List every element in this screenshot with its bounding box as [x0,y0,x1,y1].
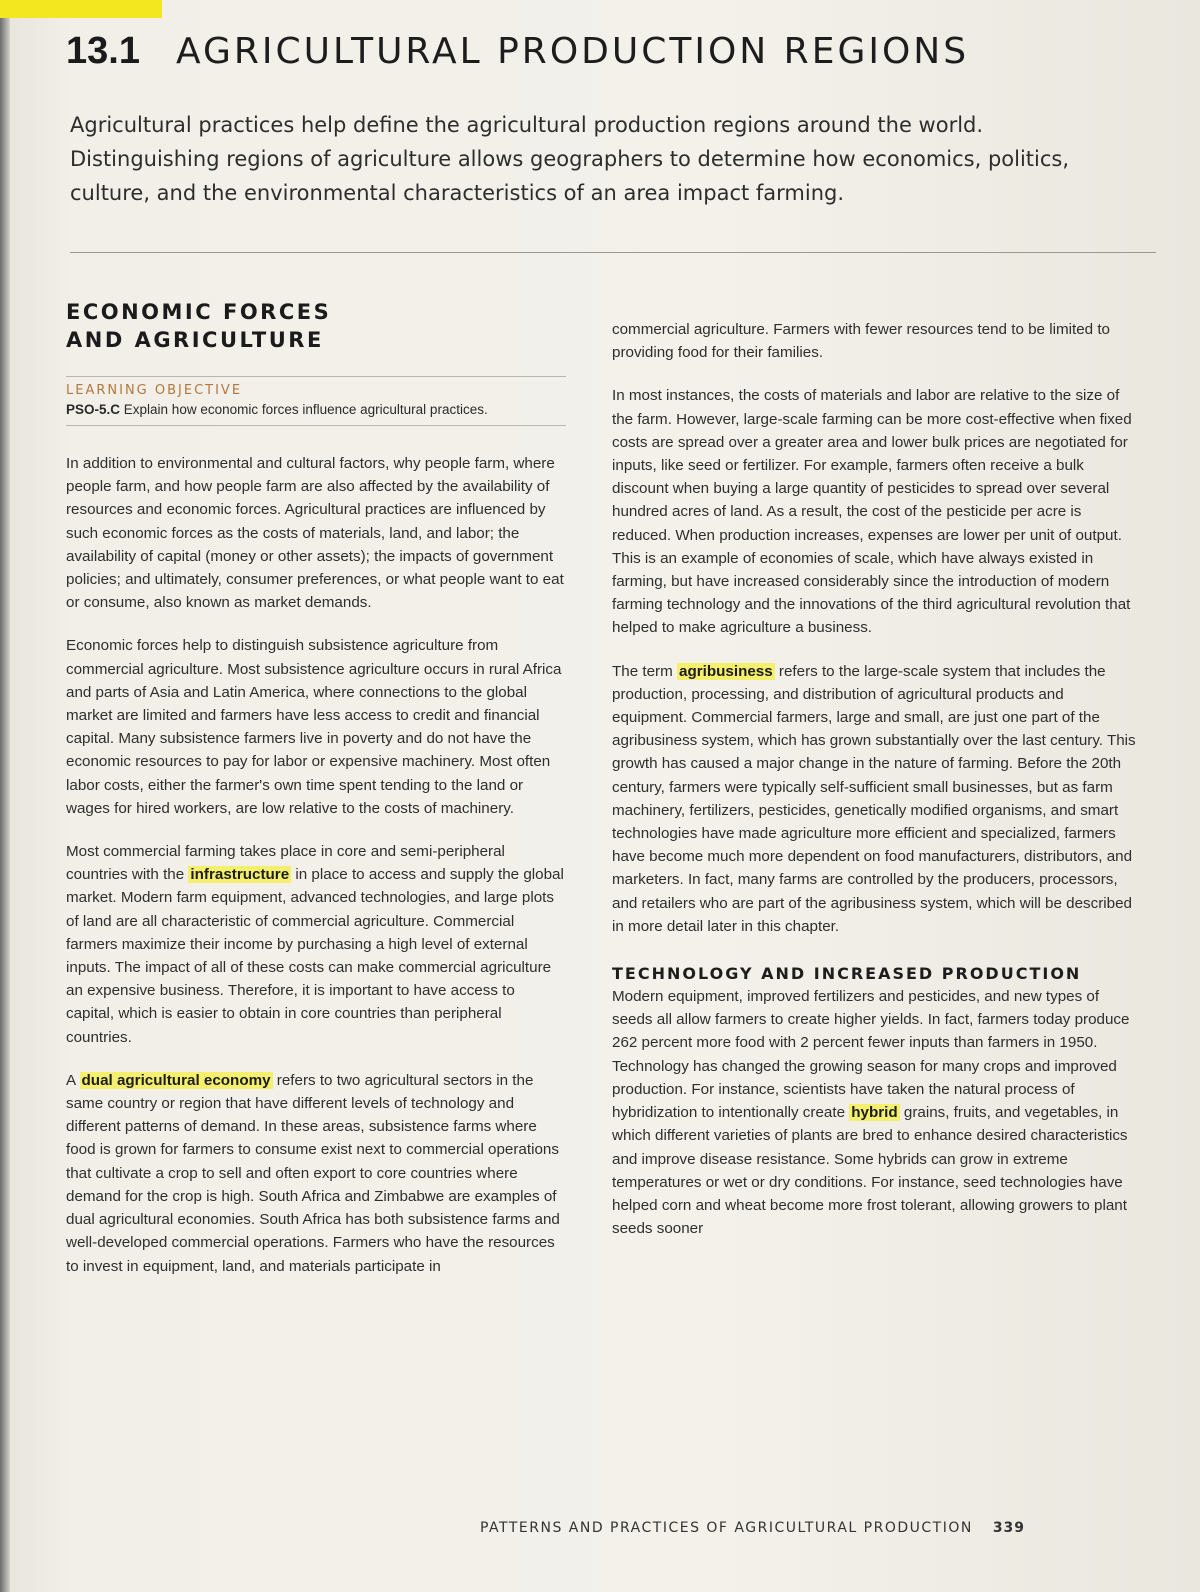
learning-objective-label: LEARNING OBJECTIVE [66,383,243,398]
paragraph [612,660,1142,938]
left-column [66,298,566,1298]
key-term-agribusiness: agribusiness [679,662,773,680]
paragraph: In addition to environmental and cultural factors, why people farm, where people farm, and how people farm are also affected by the availability of resources and economic forces. Agricultural practices are influenced by such economic forces as the costs of materials, land, and labor; the availability of capital (money or other assets); the impacts of government policies; and ultimately, consumer preferences, or what people want to eat or consume, also known as market demands. [66,455,564,612]
running-title: PATTERNS AND PRACTICES OF AGRICULTURAL PRODUCTION [480,1520,973,1536]
paragraph-text: Modern equipment, improved fertilizers and pesticides, and new types of seeds all allow farmers to create higher yields. In fact, farmers today produce 262 percent more food with 2 percent fewer inputs than farmers in 1950. Technology has changed the growing season for many crops and improved production. For instance, scientists have taken the natural process of hybridization to intentionally create [612,988,1130,1122]
learning-objective-code: PSO-5.C [66,402,121,417]
section-intro [70,108,1110,210]
paragraph: commercial agriculture. Farmers with fewer resources tend to be limited to providing food for their families. [612,321,1110,362]
key-term-dual-agricultural-economy: dual agricultural economy [81,1071,271,1089]
paragraph [66,1069,566,1278]
section-number: 13.1 [66,30,140,72]
key-term-infrastructure: infrastructure [190,866,290,884]
paragraph [66,840,566,1049]
page-binding-shadow [0,0,10,1592]
subsection-heading: TECHNOLOGY AND INCREASED PRODUCTION [612,964,1082,984]
learning-objective-statement: Explain how economic forces influence agricultural practices. [123,402,488,417]
yellow-tab-marker [0,0,162,18]
paragraph: Economic forces help to distinguish subsistence agriculture from commercial agriculture. Most subsistence agriculture occurs in rural Africa and parts of Asia and Latin America, where connections to the global market are limited and farmers have less access to credit and financial capital. Many subsistence farmers live in poverty and do not have the economic resources to pay for labor or expensive machinery. Most often labor costs, either the farmer's own time spent tending to the land or wages for hired workers, are low relative to the costs of machinery. [66,637,562,817]
divider-rule [70,252,1156,253]
paragraph-text: A [66,1071,80,1089]
paragraph-text: refers to the large-scale system that includes the production, processing, and distribution of agricultural products and equipment. Commercial farmers, large and small, are just one part of the agribusiness system, which has grown substantially over the last century. This growth has caused a major change in the nature of farming. Before the 20th century, farmers were typically self-sufficient small businesses, but as farm machinery, fertilizers, pesticides, genetically modified organisms, and smart technologies have made agriculture more efficient and specialized, farmers have become much more dependent on food manufacturers, distributors, and marketers. In fact, many farms are controlled by the producers, processors, and retailers who are part of the agribusiness system, which will be described in more detail later in this chapter. [612,662,1136,935]
section-heading-line1: ECONOMIC FORCES [66,300,332,324]
intro-text: Agricultural practices help define the agricultural production regions around the world. Distinguishing regions of agriculture allows geographers to determine how economics, politics, culture, and the environmental characteristics of an area impact farming. [70,113,1070,205]
learning-objective-text [66,402,566,417]
paragraph-text: The term [612,662,677,680]
paragraph: In most instances, the costs of materials and labor are relative to the size of the farm. However, large-scale farming can be more cost-effective when fixed costs are spread over a greater area and lower bulk prices are negotiated for inputs, like seed or fertilizer. For example, farmers often receive a bulk discount when buying a large quantity of pesticides to spread over several hundred acres of land. As a result, the cost of the pesticide per acre is reduced. When production increases, expenses are lower per unit of output. This is an example of economies of scale, which have always existed in farming, but have increased considerably since the introduction of modern farming technology and the innovations of the third agricultural revolution that helped to make agriculture a business. [612,387,1132,637]
page-footer [480,1520,1140,1536]
paragraph [612,985,1142,1240]
page-number: 339 [992,1520,1026,1536]
paragraph-text: refers to two agricultural sectors in the same country or region that have different levels of technology and different patterns of demand. In these areas, subsistence farms where food is grown for farmers to consume exist next to commercial operations that cultivate a crop to sell and often export to core countries where demand for the crop is high. South Africa and Zimbabwe are examples of dual agricultural economies. South Africa has both subsistence farms and well-developed commercial operations. Farmers who have the resources to invest in equipment, land, and materials participate in [66,1071,560,1275]
section-heading-line2: AND AGRICULTURE [66,328,324,352]
learning-objective-box [66,376,566,426]
section-heading [66,298,566,354]
right-column [612,318,1142,1260]
section-header [66,30,1126,73]
paragraph-text: grains, fruits, and vegetables, in which different varieties of plants are bred to enhance desired characteristics and improve disease resistance. Some hybrids can grow in extreme temperatures or wet or dry conditions. For instance, seed technologies have helped corn and wheat become more frost tolerant, allowing growers to plant seeds sooner [612,1104,1128,1238]
paragraph-text: Most commercial farming takes place in core and semi-peripheral countries with the [66,843,505,884]
section-title: AGRICULTURAL PRODUCTION REGIONS [175,31,970,72]
key-term-hybrid: hybrid [851,1104,898,1122]
paragraph-text: in place to access and supply the global market. Modern farm equipment, advanced technologies, and large plots of land are all characteristic of commercial agriculture. Commercial farmers maximize their income by purchasing a high level of external inputs. The impact of all of these costs can make commercial agriculture an expensive business. Therefore, it is important to have access to capital, which is easier to obtain in core countries than peripheral countries. [66,866,564,1046]
